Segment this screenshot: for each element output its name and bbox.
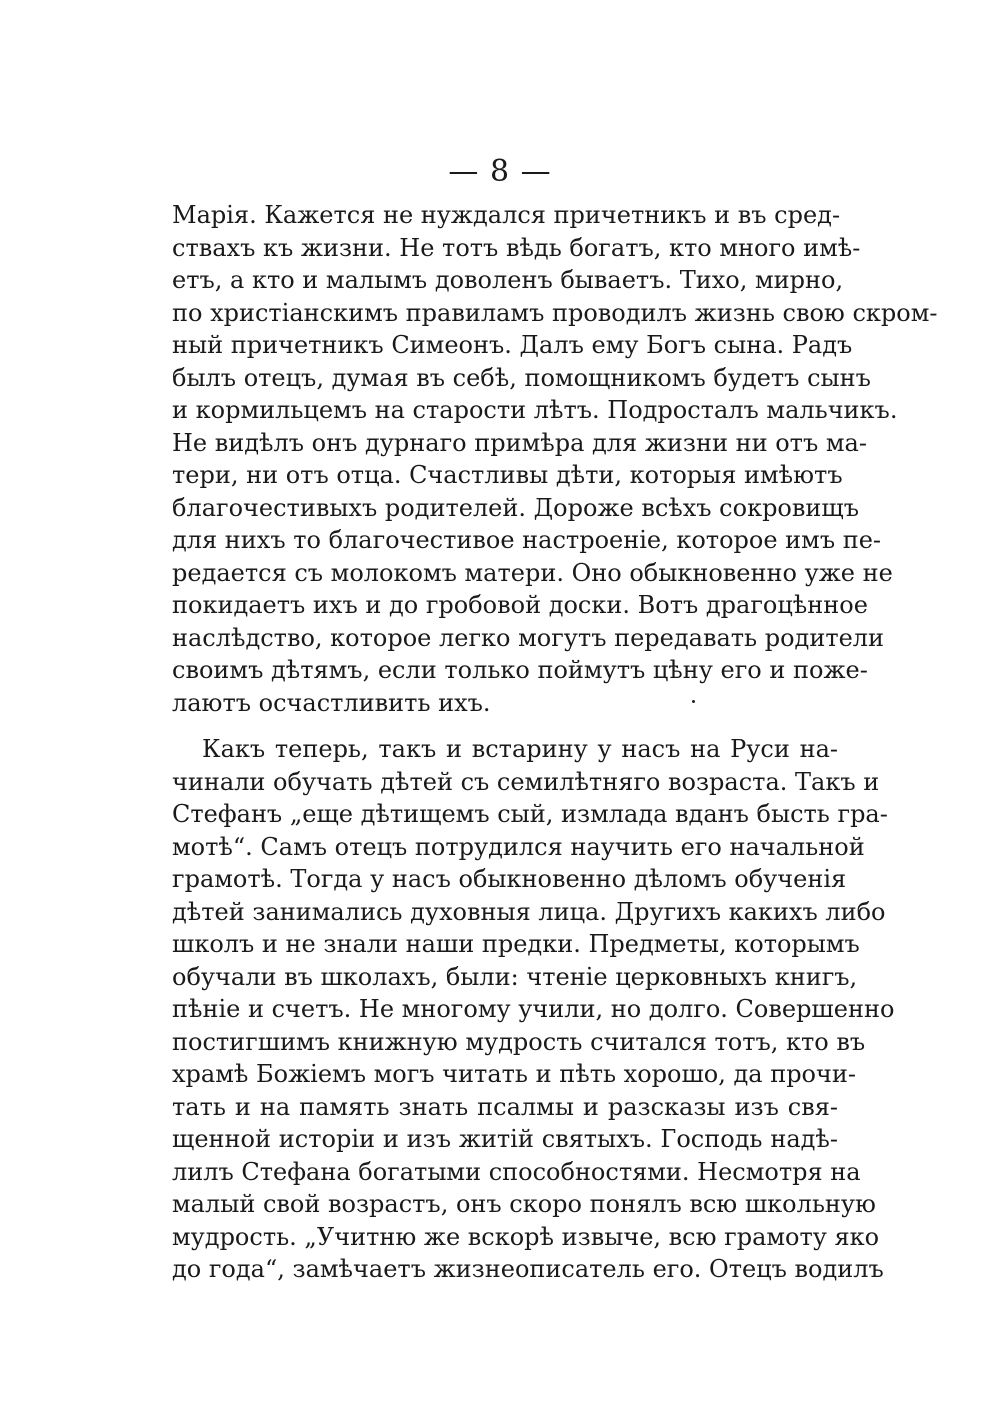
text-line: благочестивыхъ родителей. Дороже всѣхъ сокровищъ xyxy=(172,493,859,522)
text-body xyxy=(172,199,938,1286)
text-line: наслѣдство, которое легко могутъ передавать родители xyxy=(172,623,885,652)
text-line: былъ отецъ, думая въ себѣ, помощникомъ будетъ сынъ xyxy=(172,363,871,392)
text-line: для нихъ то благочестивое настроеніе, которое имъ пе- xyxy=(172,526,882,554)
text-line: Какъ теперь, такъ и встарину у насъ на Руси на- xyxy=(202,735,838,763)
text-line: храмѣ Божіемъ могъ читать и пѣть хорошо, да прочи- xyxy=(172,1060,856,1088)
paragraph xyxy=(172,733,895,1286)
text-line: школъ и не знали наши предки. Предметы, которымъ xyxy=(172,930,860,958)
text-line: грамотѣ. Тогда у насъ обыкновенно дѣломъ обученія xyxy=(172,865,847,893)
text-line: обучали въ школахъ, были: чтеніе церковныхъ книгъ, xyxy=(172,962,858,991)
text-line: своимъ дѣтямъ, если только поймутъ цѣну его и поже- xyxy=(172,656,868,684)
text-line: Не видѣлъ онъ дурнаго примѣра для жизни ни отъ ма- xyxy=(172,428,867,457)
text-line: мотѣ“. Самъ отецъ потрудился научить его начальной xyxy=(172,832,865,861)
text-line: Марія. Кажется не нуждался причетникъ и въ сред- xyxy=(172,201,841,229)
text-line: мудрость. „Учитню же вскорѣ извыче, всю грамоту яко xyxy=(172,1222,880,1251)
text-line: дѣтей занимались духовныя лица. Другихъ какихъ либо xyxy=(172,897,886,926)
text-line: щенной исторіи и изъ житій святыхъ. Господь надѣ- xyxy=(172,1125,838,1153)
text-line: малый свой возрастъ, онъ скоро понялъ всю школьную xyxy=(172,1190,876,1218)
text-line: лилъ Стефана богатыми способностями. Несмотря на xyxy=(172,1157,861,1186)
text-line: ствахъ къ жизни. Не тотъ вѣдь богатъ, кто много имѣ- xyxy=(172,233,861,262)
text-line: покидаетъ ихъ и до гробовой доски. Вотъ драгоцѣнное xyxy=(172,591,868,619)
text-line: и кормильцемъ на старости лѣтъ. Подросталъ мальчикъ. xyxy=(172,396,898,424)
text-line: тери, ни отъ отца. Счастливы дѣти, которыя имѣютъ xyxy=(172,461,843,489)
text-line: пѣніе и счетъ. Не многому учили, но долго. Совершенно xyxy=(172,995,895,1023)
text-line: тать и на память знать псалмы и разсказы изъ свя- xyxy=(172,1092,838,1121)
text-line: Стефанъ „еще дѣтищемъ сый, измлада вданъ бысть гра- xyxy=(172,800,888,828)
text-line: етъ, а кто и малымъ доволенъ бываетъ. Тихо, мирно, xyxy=(172,266,844,294)
paragraph xyxy=(172,199,938,719)
text-line: ный причетникъ Симеонъ. Далъ ему Богъ сына. Радъ xyxy=(172,331,853,359)
print-speck xyxy=(692,700,695,703)
paragraph-gap xyxy=(172,719,838,733)
text-line: чинали обучать дѣтей съ семилѣтняго возраста. Такъ и xyxy=(172,767,880,796)
text-line: постигшимъ книжную мудрость считался тотъ, кто въ xyxy=(172,1027,866,1056)
text-line: лаютъ осчастливить ихъ. xyxy=(172,688,491,717)
text-line: редается съ молокомъ матери. Оно обыкновенно уже не xyxy=(172,558,893,587)
page-number: — 8 — xyxy=(448,154,552,189)
text-line: по христіанскимъ правиламъ проводилъ жизнь свою скром- xyxy=(172,298,938,327)
text-line: до года“, замѣчаетъ жизнеописатель его. Отецъ водилъ xyxy=(172,1255,884,1283)
